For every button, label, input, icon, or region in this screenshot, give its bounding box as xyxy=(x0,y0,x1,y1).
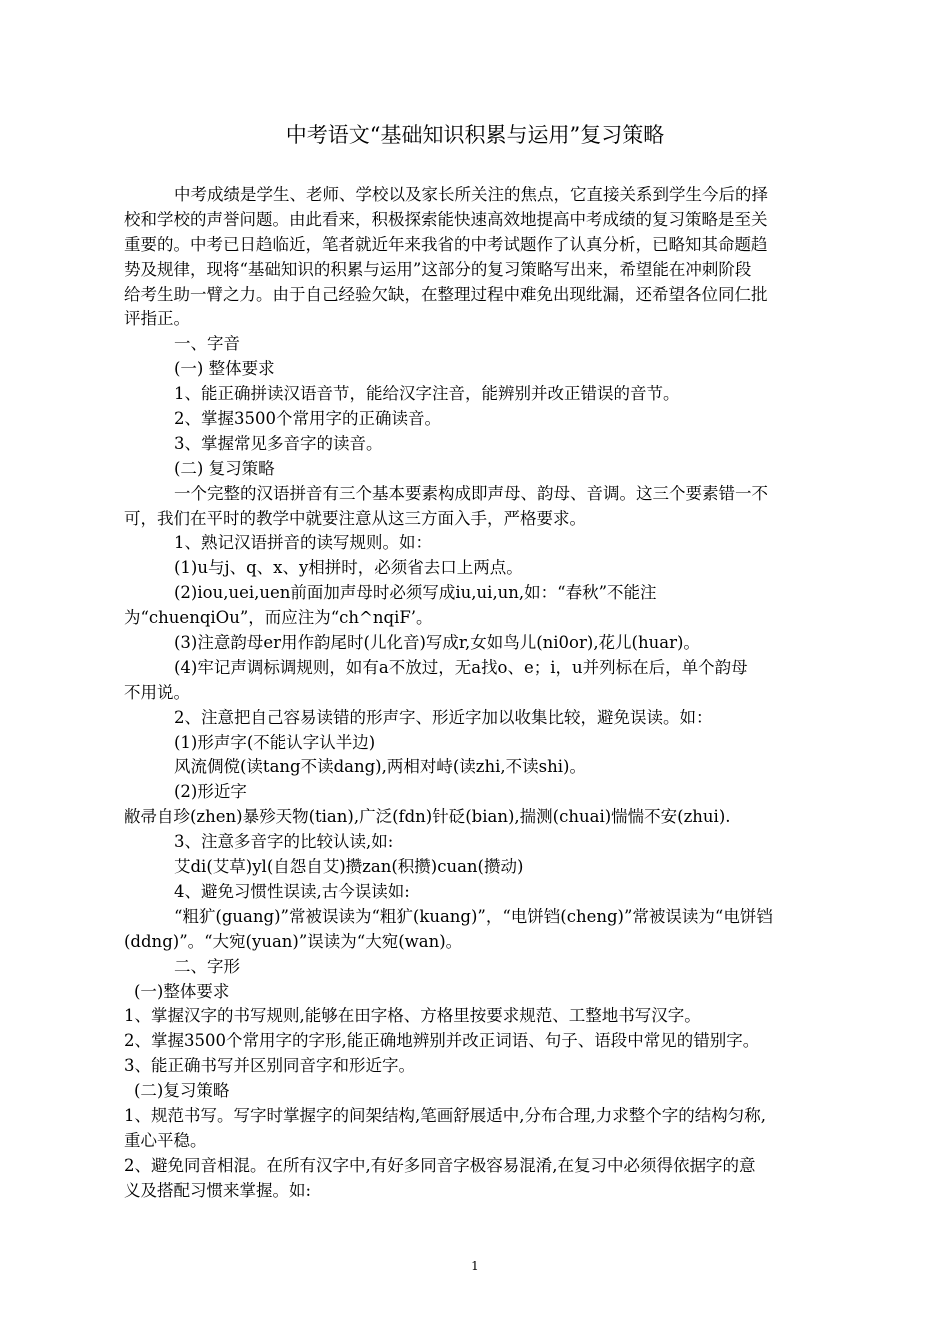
text-line: 4、避免习惯性误读,古今误读如: xyxy=(174,881,410,901)
text-line: (一)整体要求 xyxy=(134,981,230,1001)
page-number: 1 xyxy=(471,1259,479,1273)
text-line: (ddng)”。“大宛(yuan)”误读为“大宛(wan)。 xyxy=(124,931,463,951)
document-title: 中考语文“基础知识积累与运用”复习策略 xyxy=(285,123,665,147)
text-line: 一、字音 xyxy=(174,334,240,354)
text-line: 2、注意把自己容易读错的形声字、形近字加以收集比较，避免误读。如： xyxy=(174,707,713,727)
text-line: 义及搭配习惯来掌握。如: xyxy=(124,1180,312,1200)
document-body xyxy=(124,183,876,1204)
text-line: (2)形近字 xyxy=(174,782,247,802)
text-line: 不用说。 xyxy=(124,682,190,702)
text-line: 重要的。中考已日趋临近，笔者就近年来我省的中考试题作了认真分析，已略知其命题趋 xyxy=(124,234,768,254)
text-line: 风流倜傥(读tang不读dang),两相对峙(读zhi,不读shi)。 xyxy=(174,757,586,777)
text-line: (二) 复习策略 xyxy=(174,458,275,478)
text-line: 敝帚自珍(zhen)暴殄天物(tian),广泛(fdn)针砭(bian),揣测(chuai)惴惴不安(zhui). xyxy=(124,807,731,827)
text-line: 1、掌握汉字的书写规则,能够在田字格、方格里按要求规范、工整地书写汉字。 xyxy=(124,1006,701,1026)
text-line: 可，我们在平时的教学中就要注意从这三方面入手，严格要求。 xyxy=(124,508,586,528)
text-line: 2、避免同音相混。在所有汉字中,有好多同音字极容易混淆,在复习中必须得依据字的意 xyxy=(124,1155,756,1175)
text-line: (1)u与j、q、x、y相拼时，必须省去口上两点。 xyxy=(174,558,523,578)
text-line: 一个完整的汉语拼音有三个基本要素构成即声母、韵母、音调。这三个要素错一不 xyxy=(174,483,768,503)
text-line: 势及规律，现将“基础知识的积累与运用”这部分的复习策略写出来，希望能在冲刺阶段 xyxy=(124,259,752,279)
text-line: (2)iou,uei,uen前面加声母时必须写成iu,ui,un,如：“春秋”不能注 xyxy=(174,583,657,603)
text-line: 3、掌握常见多音字的读音。 xyxy=(174,433,383,453)
text-line: (1)形声字(不能认字认半边) xyxy=(174,732,376,752)
text-line: 校和学校的声誉问题。由此看来，积极探索能快速高效地提高中考成绩的复习策略是至关 xyxy=(124,209,768,229)
text-line: (一) 整体要求 xyxy=(174,359,275,379)
text-line: 重心平稳。 xyxy=(124,1130,207,1150)
text-line: (二)复习策略 xyxy=(134,1081,230,1101)
text-line: 二、字形 xyxy=(174,956,240,976)
text-line: “粗犷(guang)”常被误读为“粗犷(kuang)”，“电饼铛(cheng)”常被误读为“电饼铛 xyxy=(174,906,773,926)
text-line: 3、注意多音字的比较认读,如: xyxy=(174,832,394,852)
text-line: 1、规范书写。写字时掌握字的间架结构,笔画舒展适中,分布合理,力求整个字的结构匀称, xyxy=(124,1105,766,1125)
text-line: (3)注意韵母er用作韵尾时(儿化音)写成r,女如鸟儿(ni0or),花儿(huar)。 xyxy=(174,633,700,653)
text-line: 评指正。 xyxy=(124,309,190,329)
text-line: (4)牢记声调标调规则，如有a不放过，无a找o、e；i，u并列标在后，单个韵母 xyxy=(174,657,748,677)
text-line: 中考成绩是学生、老师、学校以及家长所关注的焦点，它直接关系到学生今后的择 xyxy=(174,185,768,204)
text-line: 1、熟记汉语拼音的读写规则。如： xyxy=(174,533,432,553)
text-line: 1、能正确拼读汉语音节，能给汉字注音，能辨别并改正错误的音节。 xyxy=(174,384,680,404)
text-line: 给考生助一臂之力。由于自己经验欠缺，在整理过程中难免出现纰漏，还希望各位同仁批 xyxy=(124,284,768,304)
text-line: 2、掌握3500个常用字的字形,能正确地辨别并改正词语、句子、语段中常见的错别字。 xyxy=(124,1031,760,1051)
text-line: 艾di(艾草)yl(自怨自艾)攒zan(积攒)cuan(攒动) xyxy=(174,857,524,877)
text-line: 为“chuenqiOu”，而应注为“ch^nqiF’。 xyxy=(124,608,433,628)
text-line: 3、能正确书写并区别同音字和形近字。 xyxy=(124,1056,415,1076)
text-line: 2、掌握3500个常用字的正确读音。 xyxy=(174,409,441,429)
